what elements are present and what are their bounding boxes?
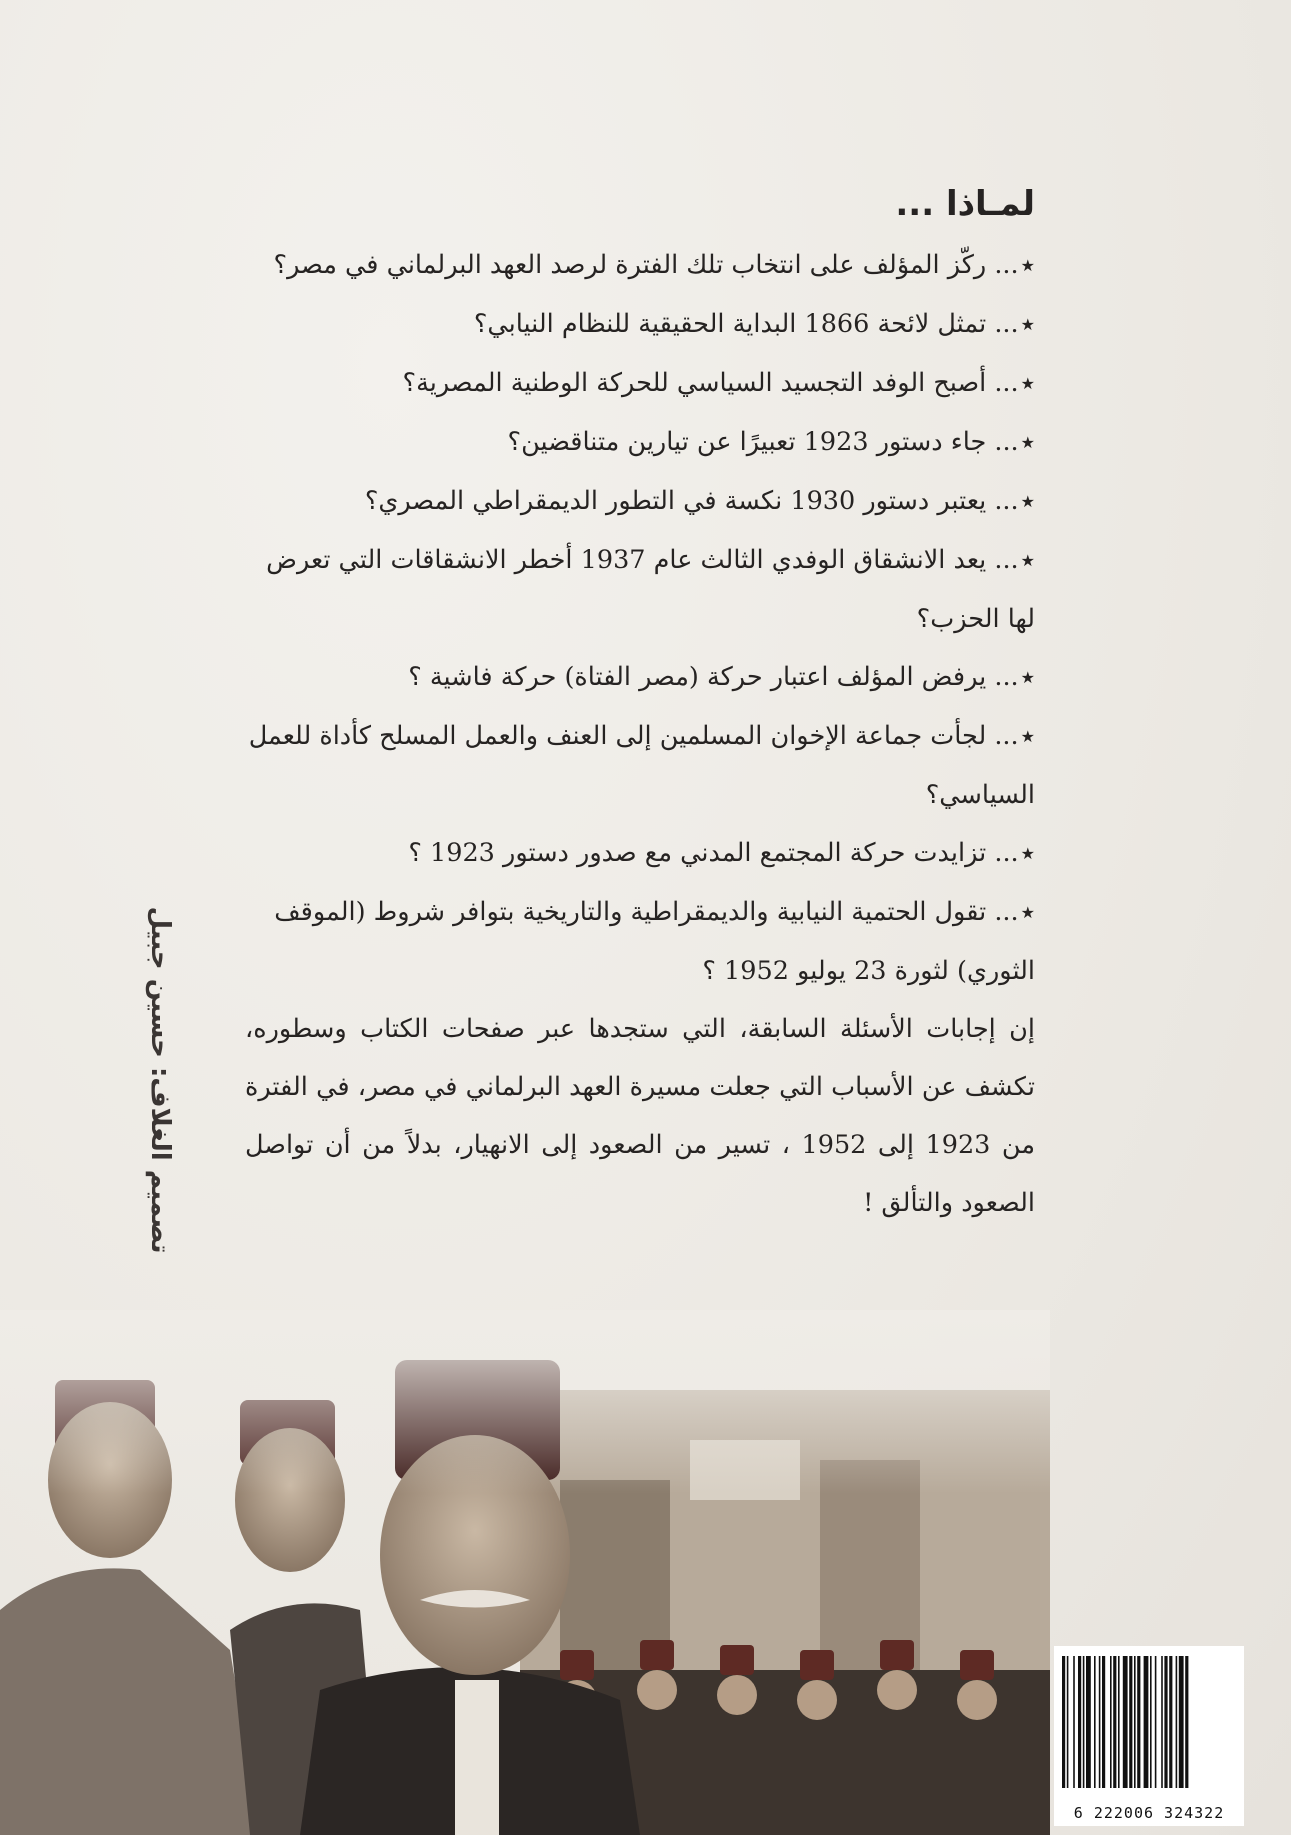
question-item: ★... أصبح الوفد التجسيد السياسي للحركة الوطنية المصرية؟ — [402, 368, 1035, 398]
question-item: ★... تقول الحتمية النيابية والديمقراطية والتاريخية بتوافر شروط (الموقف الثوري) لثورة 23 يوليو 1952 ؟ — [274, 897, 1035, 986]
star-icon: ★ — [1020, 315, 1035, 334]
cover-design-credit: تصميم الغلاف: حسين جبيل — [145, 906, 175, 1254]
question-item: ★... يعد الانشقاق الوفدي الثالث عام 1937 أخطر الانشقاقات التي تعرض لها الحزب؟ — [266, 545, 1035, 634]
star-icon: ★ — [1020, 903, 1035, 922]
question-item: ★... تمثل لائحة 1866 البداية الحقيقية للنظام النيابي؟ — [473, 309, 1035, 339]
question-item: ★... ركّز المؤلف على انتخاب تلك الفترة لرصد العهد البرلماني في مصر؟ — [273, 250, 1035, 280]
star-icon: ★ — [1020, 551, 1035, 570]
star-icon: ★ — [1020, 844, 1035, 863]
barcode-bars — [1054, 1646, 1244, 1796]
star-icon: ★ — [1020, 256, 1035, 275]
isbn-barcode — [1054, 1646, 1244, 1826]
star-icon: ★ — [1020, 727, 1035, 746]
question-item: ★... لجأت جماعة الإخوان المسلمين إلى العنف والعمل المسلح كأداة للعمل السياسي؟ — [248, 721, 1035, 810]
star-icon: ★ — [1020, 492, 1035, 511]
question-item: ★... جاء دستور 1923 تعبيرًا عن تيارين متناقضين؟ — [507, 427, 1035, 457]
historical-photo-collage — [0, 1310, 1050, 1835]
conclusion-paragraph: إن إجابات الأسئلة السابقة، التي ستجدها عبر صفحات الكتاب وسطوره، تكشف عن الأسباب التي جعلت مسيرة العهد البرلماني في مصر، في الفترة من 1923 إلى 1952 ، تسير من الصعود إلى الانهيار، بدلاً من أن تواصل الصعود والتألق ! — [245, 1014, 1035, 1218]
questions-list — [245, 236, 1035, 1000]
heading: لمـاذا ... — [895, 184, 1035, 224]
star-icon: ★ — [1020, 433, 1035, 452]
star-icon: ★ — [1020, 668, 1035, 687]
blurb-text-block — [245, 180, 1035, 1232]
barcode-number: 6 222006 324322 — [1073, 1804, 1225, 1822]
question-item: ★... يرفض المؤلف اعتبار حركة (مصر الفتاة) حركة فاشية ؟ — [408, 662, 1035, 692]
star-icon: ★ — [1020, 374, 1035, 393]
question-item: ★... يعتبر دستور 1930 نكسة في التطور الديمقراطي المصري؟ — [364, 486, 1035, 516]
question-item: ★... تزايدت حركة المجتمع المدني مع صدور دستور 1923 ؟ — [408, 838, 1035, 868]
photo-collage-image — [0, 1310, 1050, 1835]
